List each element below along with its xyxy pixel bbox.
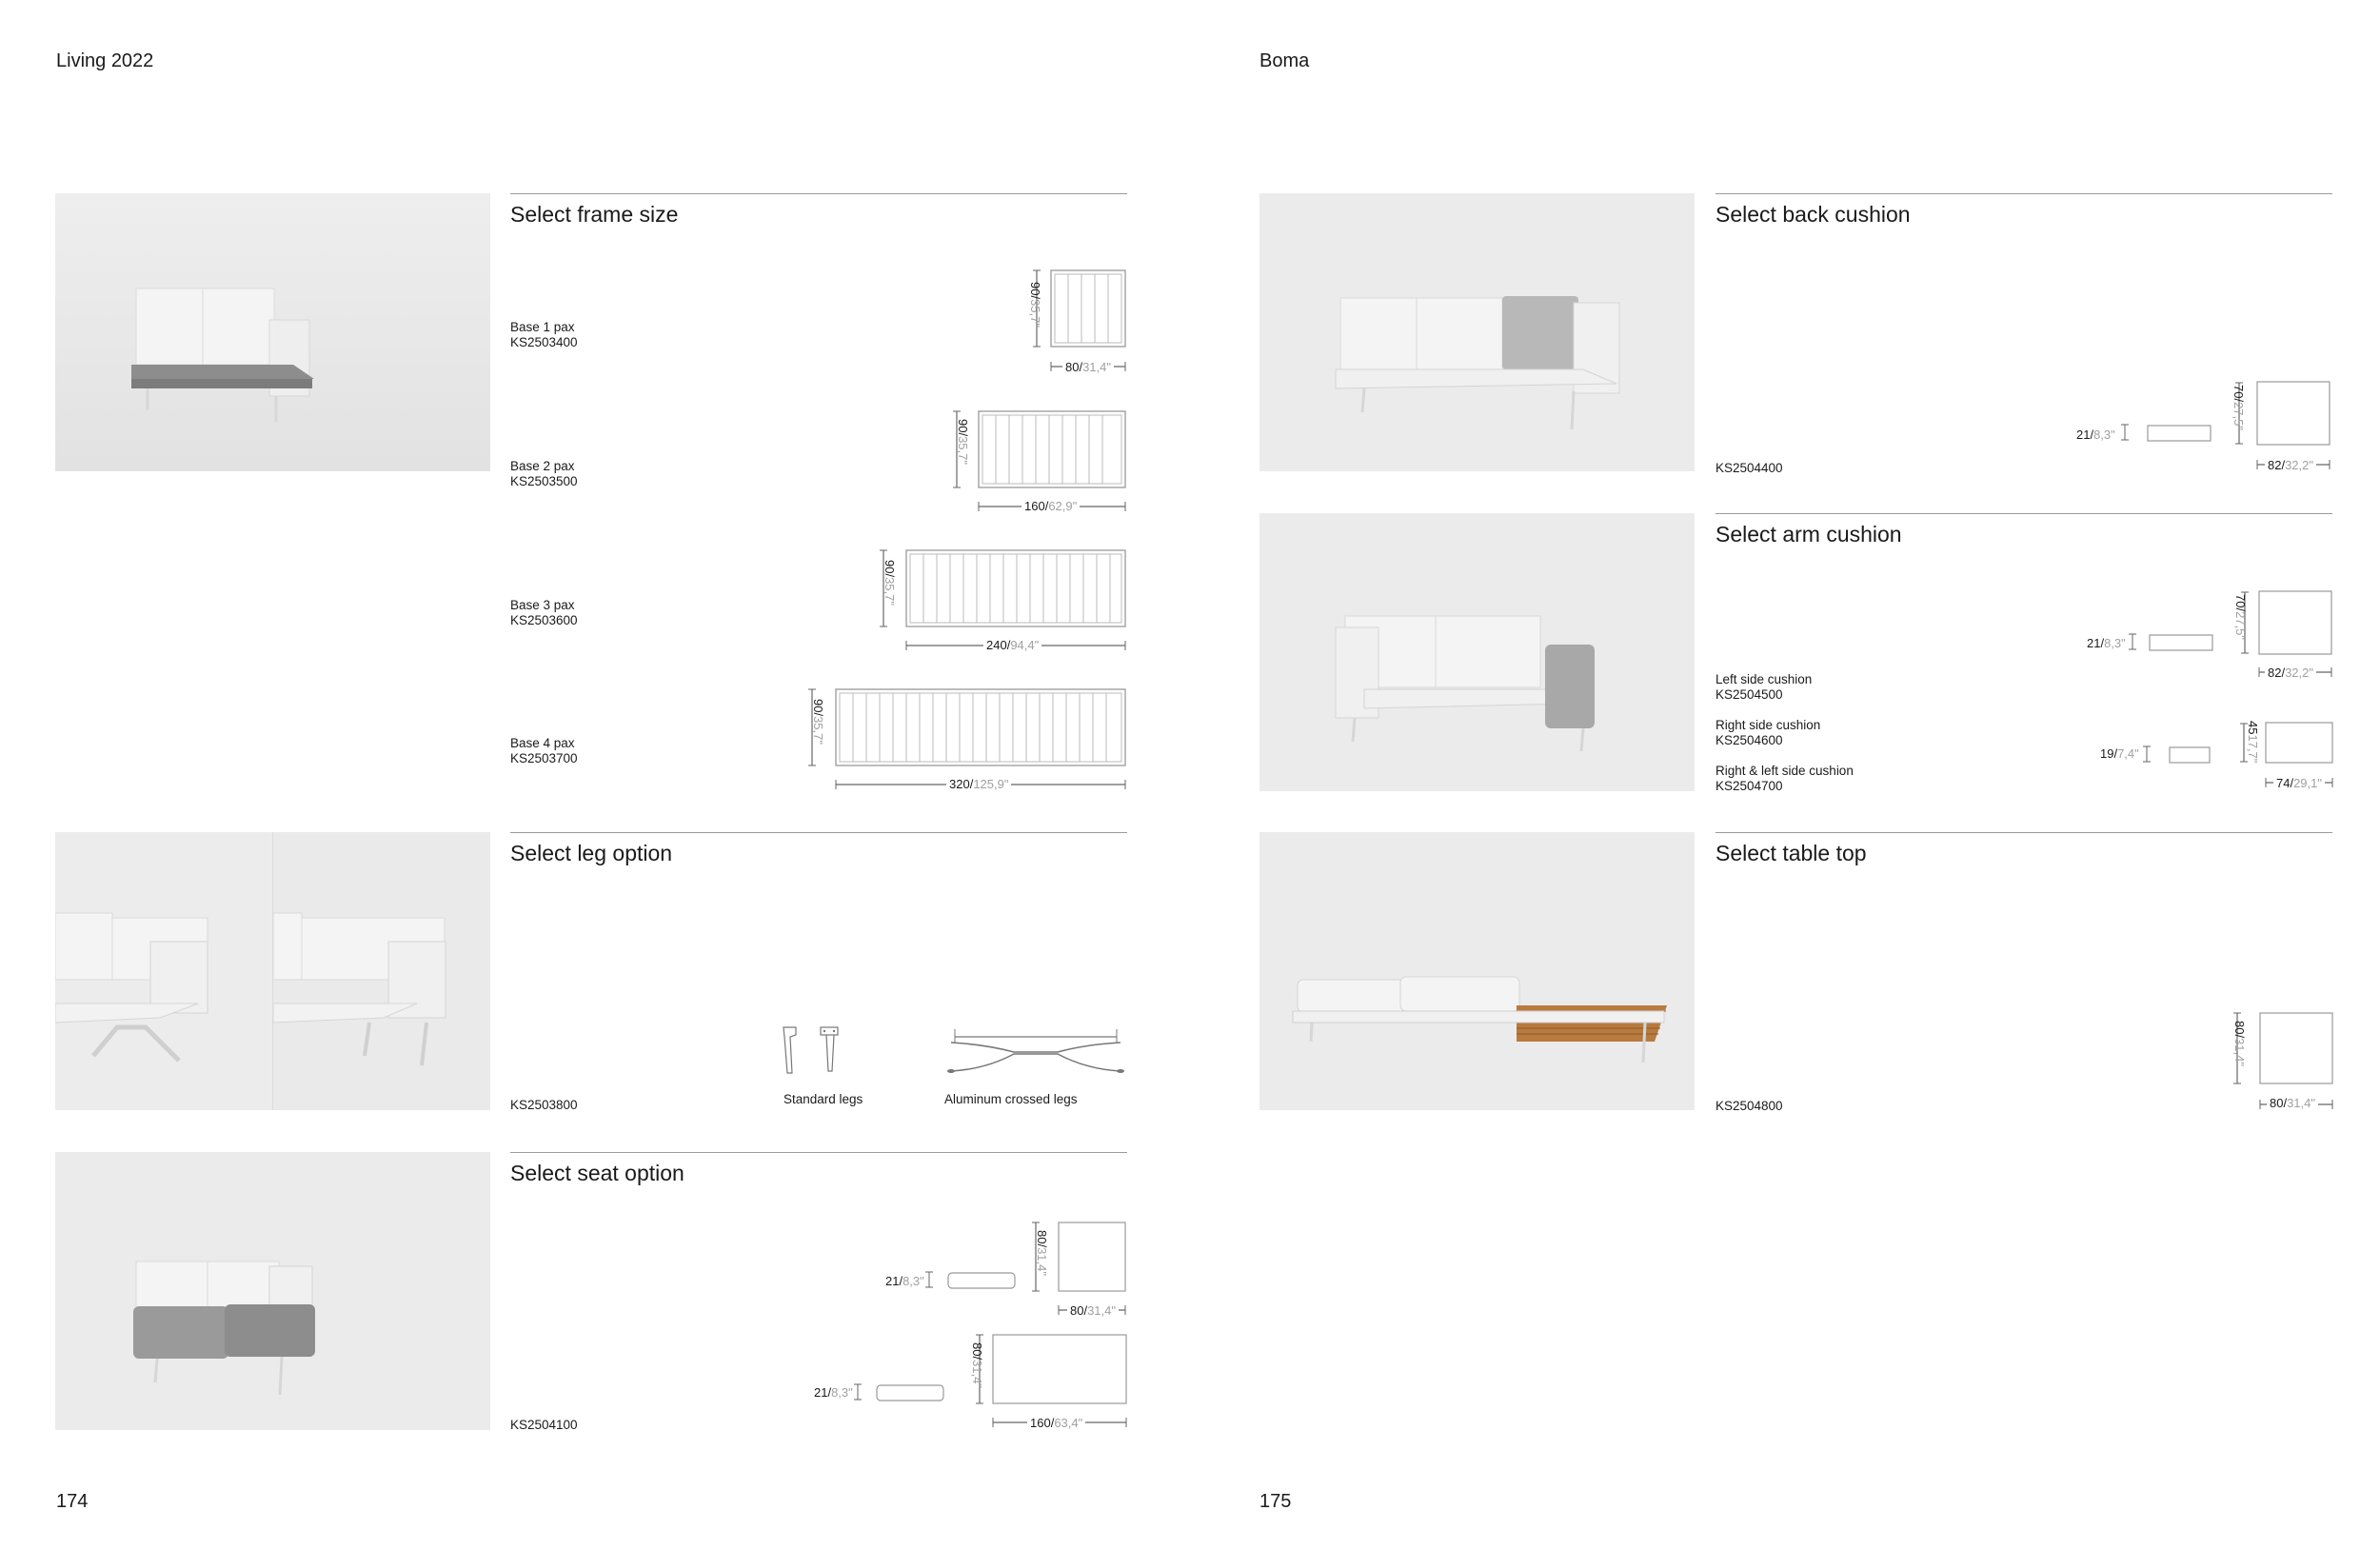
frame-section-title: Select frame size — [510, 202, 679, 227]
arm-option-name: Right & left side cushion — [1716, 764, 1854, 778]
back-width-dim: 82/32,2" — [2265, 458, 2316, 472]
left-page-header: Living 2022 — [56, 50, 154, 71]
arm-option-right[interactable] — [1716, 718, 1820, 748]
back-section-title: Select back cushion — [1716, 202, 1911, 227]
seat-large-thickness-dim: 21/8,3" — [814, 1385, 853, 1400]
table-depth-dim: 80/31,4" — [2232, 1021, 2247, 1066]
arm-top-height-dim: 70/27,5" — [2233, 594, 2248, 640]
arm-option-code: KS2504500 — [1716, 687, 1783, 702]
frame-option-name: Base 2 pax — [510, 459, 575, 473]
sofa-frame-photo — [55, 193, 490, 471]
frame-option-name: Base 1 pax — [510, 320, 575, 334]
seat-option-code: KS2504100 — [510, 1418, 578, 1432]
left-page-number: 174 — [56, 1491, 89, 1512]
crossed-legs-caption: Aluminum crossed legs — [944, 1092, 1078, 1106]
seat-large-width-dim: 160/63,4" — [1027, 1416, 1085, 1430]
seat-option-photo — [55, 1152, 490, 1430]
back-section-rule — [1716, 193, 2332, 194]
arm-bottom-thickness-dim: 19/7,4" — [2100, 746, 2139, 761]
seat-small-width-dim: 80/31,4" — [1067, 1303, 1119, 1318]
frame-3-depth-dim: 90/35,7" — [883, 560, 897, 606]
table-section-title: Select table top — [1716, 841, 1867, 865]
arm-option-both[interactable] — [1716, 764, 1854, 794]
seat-large-drawing — [852, 1331, 1128, 1441]
frame-option-2[interactable] — [510, 459, 578, 489]
table-top-photo — [1259, 832, 1695, 1110]
back-cushion-photo — [1259, 193, 1695, 471]
frame-option-4[interactable] — [510, 736, 578, 766]
frame-1-width-dim: 80/31,4" — [1062, 360, 1114, 374]
arm-bottom-height-dim: 4517,7" — [2246, 721, 2260, 764]
frame-3-width-dim: 240/94,4" — [983, 638, 1041, 652]
seat-small-thickness-dim: 21/8,3" — [885, 1274, 924, 1288]
frame-option-1[interactable] — [510, 320, 578, 350]
seat-section-title: Select seat option — [510, 1161, 684, 1185]
frame-4-depth-dim: 90/35,7" — [811, 699, 825, 745]
arm-option-code: KS2504700 — [1716, 779, 1783, 793]
frame-4-width-dim: 320/125,9" — [946, 777, 1011, 791]
arm-top-width-dim: 82/32,2" — [2265, 666, 2316, 680]
frame-option-name: Base 4 pax — [510, 736, 575, 750]
leg-section-title: Select leg option — [510, 841, 673, 865]
back-cushion-code: KS2504400 — [1716, 461, 1783, 475]
leg-section-rule — [510, 832, 1127, 833]
arm-option-code: KS2504600 — [1716, 733, 1783, 747]
arm-option-name: Right side cushion — [1716, 718, 1821, 732]
standard-legs-drawing[interactable] — [779, 1023, 845, 1085]
arm-cushion-photo — [1259, 513, 1695, 791]
arm-section-title: Select arm cushion — [1716, 522, 1902, 546]
arm-option-left[interactable] — [1716, 672, 1812, 703]
frame-2-depth-dim: 90/35,7" — [956, 419, 970, 465]
table-section-rule — [1716, 832, 2332, 833]
frame-option-3[interactable] — [510, 598, 578, 628]
frame-option-code: KS2503600 — [510, 613, 578, 627]
back-height-dim: 70/27,5" — [2231, 385, 2246, 430]
back-thickness-dim: 21/8,3" — [2076, 427, 2115, 442]
arm-section-rule — [1716, 513, 2332, 514]
seat-large-depth-dim: 80/31,4" — [970, 1342, 984, 1388]
crossed-legs-drawing[interactable] — [947, 1023, 1128, 1085]
frame-option-code: KS2503700 — [510, 751, 578, 765]
seat-small-depth-dim: 80/31,4" — [1035, 1230, 1049, 1276]
seat-section-rule — [510, 1152, 1127, 1153]
table-top-code: KS2504800 — [1716, 1099, 1783, 1113]
standard-legs-caption: Standard legs — [783, 1092, 863, 1106]
arm-option-name: Left side cushion — [1716, 672, 1813, 686]
arm-bottom-width-dim: 74/29,1" — [2273, 776, 2325, 790]
frame-option-name: Base 3 pax — [510, 598, 575, 612]
frame-section-rule — [510, 193, 1127, 194]
frame-1-depth-dim: 90/35,7" — [1028, 282, 1042, 328]
leg-option-photo — [55, 832, 490, 1110]
frame-option-code: KS2503500 — [510, 474, 578, 488]
frame-option-code: KS2503400 — [510, 335, 578, 349]
frame-2-width-dim: 160/62,9" — [1021, 499, 1080, 513]
right-page-number: 175 — [1259, 1491, 1292, 1512]
arm-top-thickness-dim: 21/8,3" — [2087, 636, 2126, 650]
table-width-dim: 80/31,4" — [2267, 1096, 2318, 1110]
right-page-header: Boma — [1259, 50, 1310, 71]
leg-option-code: KS2503800 — [510, 1098, 578, 1112]
